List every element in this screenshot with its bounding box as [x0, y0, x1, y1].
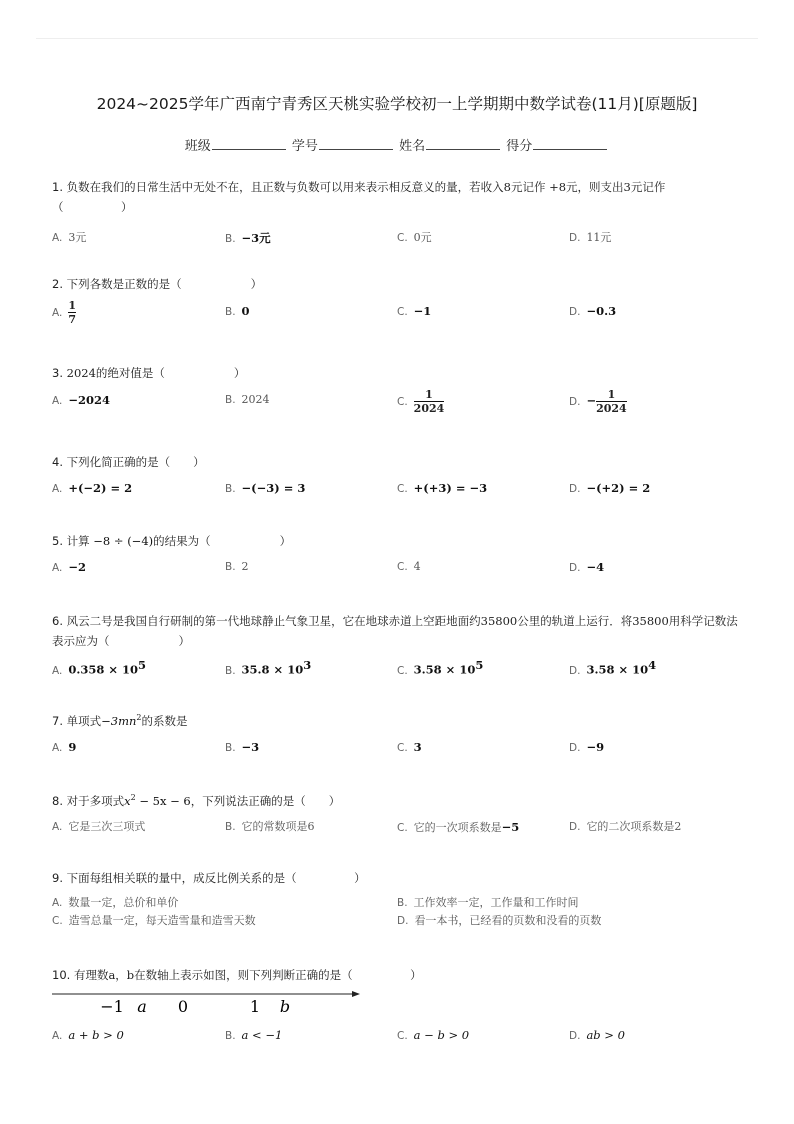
option-d[interactable]: D. −0.3 — [569, 304, 617, 318]
options-row — [52, 736, 742, 758]
options-row — [52, 816, 742, 838]
option-d[interactable]: D. 看一本书，已经看的页数和没看的页数 — [397, 914, 602, 927]
option-a[interactable]: A. 3元 — [52, 231, 87, 244]
option-b[interactable]: B. −(−3) = 3 — [225, 481, 306, 495]
option-a[interactable]: A. 数量一定，总价和单价 — [52, 896, 179, 909]
page-title: 2024~2025学年广西南宁青秀区天桃实验学校初一上学期期中数学试卷(11月)[原题版] — [96, 95, 698, 113]
options-row — [52, 654, 742, 676]
option-c[interactable]: C. 3 — [397, 739, 422, 754]
option-c[interactable]: C. +(+3) = −3 — [397, 481, 488, 495]
option-a[interactable]: A. a + b > 0 — [52, 1028, 124, 1042]
question-stem: 2. 下列各数是正数的是（ ） — [52, 277, 263, 291]
option-b[interactable]: B. −3 — [225, 739, 260, 754]
option-d[interactable]: D. 它的二次项系数是2 — [569, 819, 682, 833]
option-c[interactable]: C. $3.58 \times 10^5$ — [397, 658, 484, 677]
option-a[interactable]: A. $0.358 \times 10^5$ — [52, 658, 147, 677]
options-row — [52, 227, 742, 249]
question-stem: 3. 2024的绝对值是（ ） — [52, 366, 246, 380]
question-9 — [52, 868, 742, 930]
tick-label-neg-one: −1 — [100, 997, 124, 1016]
id-blank[interactable] — [319, 137, 393, 150]
option-a[interactable]: A. −2024 — [52, 393, 110, 407]
options-row — [52, 912, 742, 930]
question-stem: 8. 对于多项式$x^2 - 5x - 6$，下列说法正确的是（ ） — [52, 793, 341, 808]
top-divider — [36, 38, 758, 39]
question-8 — [52, 788, 742, 838]
option-a[interactable]: A. 9 — [52, 739, 77, 754]
question-1 — [52, 177, 742, 249]
question-4 — [52, 452, 742, 499]
option-b[interactable]: B. 工作效率一定，工作量和工作时间 — [397, 896, 579, 909]
question-7 — [52, 708, 742, 758]
option-c[interactable]: C. $\frac{1}{2024}$ — [397, 388, 445, 415]
score-label: 得分 — [506, 139, 533, 154]
option-d[interactable]: D. 11元 — [569, 231, 612, 244]
option-d[interactable]: D. $3.58 \times 10^4$ — [569, 658, 657, 677]
question-6 — [52, 611, 742, 676]
option-a[interactable]: A. $\frac{1}{7}$ — [52, 299, 76, 326]
option-b[interactable]: B. 2024 — [225, 393, 270, 406]
option-a[interactable]: A. 它是三次三项式 — [52, 819, 146, 833]
option-b[interactable]: B. $35.8 \times 10^3$ — [225, 658, 312, 677]
question-stem: 7. 单项式$-3mn^2$的系数是 — [52, 713, 188, 728]
option-c[interactable]: C. 它的一次项系数是−5 — [397, 819, 520, 834]
options-row — [52, 556, 742, 578]
option-a[interactable]: A. −2 — [52, 560, 86, 574]
option-d[interactable]: D. ab > 0 — [569, 1028, 625, 1042]
point-label-b: b — [279, 997, 291, 1016]
option-b[interactable]: B. 它的常数项是6 — [225, 819, 315, 833]
option-c[interactable]: C. a − b > 0 — [397, 1028, 470, 1042]
point-label-a: a — [137, 997, 147, 1016]
question-stem: 9. 下面每组相关联的量中，成反比例关系的是（ ） — [52, 871, 366, 885]
option-a[interactable]: A. +(−2) = 2 — [52, 481, 133, 495]
question-stem: 10. 有理数a，b在数轴上表示如图，则下列判断正确的是（ ） — [52, 968, 422, 982]
option-c[interactable]: C. 0元 — [397, 231, 432, 244]
question-stem: 6. 风云二号是我国自行研制的第一代地球静止气象卫星，它在地球赤道上空距地面约35800公里的轨道上运行．将35800用科学记数法表示应为（ ） — [52, 614, 738, 648]
option-b[interactable]: B. 2 — [225, 560, 249, 573]
id-label: 学号 — [291, 139, 318, 154]
class-label: 班级 — [184, 139, 211, 154]
question-10 — [52, 965, 742, 985]
option-b[interactable]: B. −3元 — [225, 231, 271, 245]
option-b[interactable]: B. a < −1 — [225, 1028, 283, 1042]
question-2 — [52, 274, 742, 330]
number-line-figure — [52, 990, 362, 1016]
question-3 — [52, 363, 742, 419]
name-label: 姓名 — [399, 139, 426, 154]
question-stem: 4. 下列化简正确的是（ ） — [52, 455, 205, 469]
options-row — [52, 894, 742, 912]
option-c[interactable]: C. −1 — [397, 304, 432, 318]
class-blank[interactable] — [212, 137, 286, 150]
name-blank[interactable] — [426, 137, 500, 150]
arrow-right-icon — [352, 991, 360, 997]
tick-label-zero: 0 — [177, 997, 189, 1016]
question-5 — [52, 531, 742, 578]
question-stem: 1. 负数在我们的日常生活中无处不在，且正数与负数可以用来表示相反意义的量，若收入8元记作 +8元，则支出3元记作 （ ） — [52, 180, 666, 214]
tick-label-one: 1 — [249, 997, 261, 1016]
option-d[interactable]: D. −4 — [569, 560, 605, 574]
option-c[interactable]: C. 4 — [397, 560, 421, 573]
option-d[interactable]: D. −9 — [569, 739, 605, 754]
options-row — [52, 1024, 742, 1046]
option-d[interactable]: D. −(+2) = 2 — [569, 481, 651, 495]
option-b[interactable]: B. 0 — [225, 304, 250, 318]
student-info-line — [0, 135, 794, 154]
options-row — [52, 300, 742, 330]
options-row — [52, 389, 742, 419]
option-d[interactable]: D. − $\frac{1}{2024}$ — [569, 388, 627, 415]
options-row — [52, 477, 742, 499]
score-blank[interactable] — [533, 137, 607, 150]
question-stem: 5. 计算 −8 ÷ (−4)的结果为（ ） — [52, 534, 292, 548]
option-c[interactable]: C. 造雪总量一定，每天造雪量和造雪天数 — [52, 914, 256, 927]
question-10-options — [52, 1024, 742, 1046]
